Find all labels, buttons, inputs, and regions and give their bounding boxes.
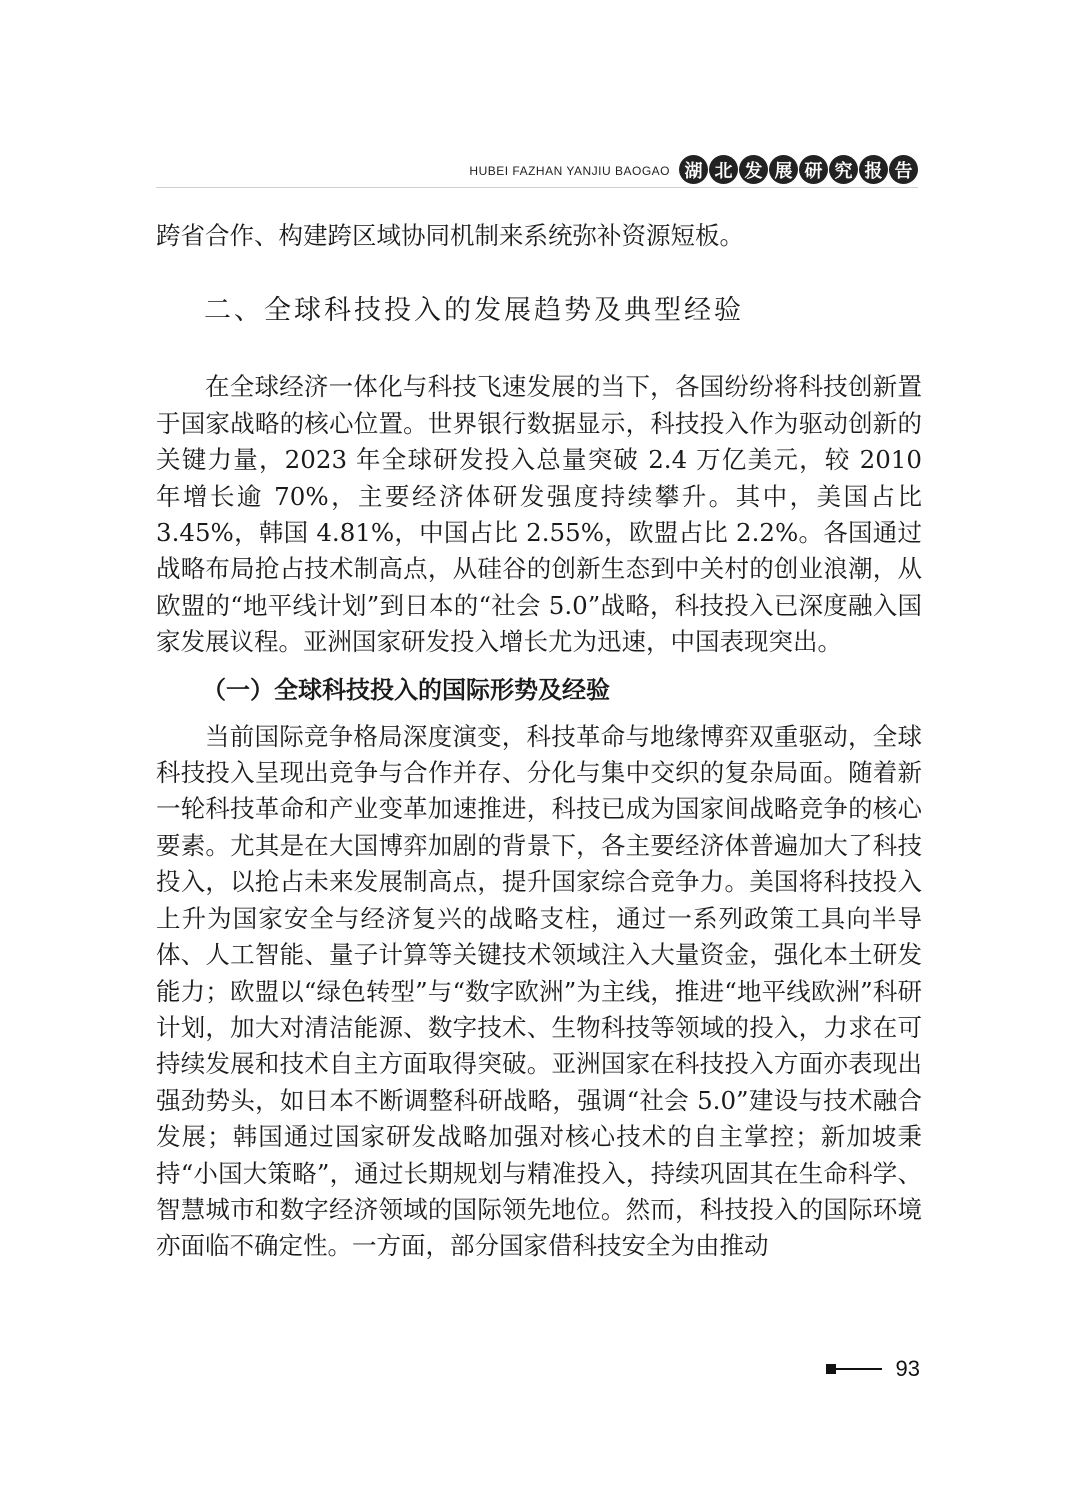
- header-title-char: 报: [859, 155, 888, 184]
- header-title-char: 告: [889, 155, 918, 184]
- header-title-char: 究: [829, 155, 858, 184]
- subsection-heading: （一）全球科技投入的国际形势及经验: [202, 675, 610, 704]
- section-heading: 二、全球科技投入的发展趋势及典型经验: [204, 295, 744, 327]
- body-paragraph-1: 在全球经济一体化与科技飞速发展的当下，各国纷纷将科技创新置于国家战略的核心位置。世界银行数据显示，科技投入作为驱动创新的关键力量，2023 年全球研发投入总量突破 2.4 万亿美元，较 2010 年增长逾 70%，主要经济体研发强度持续攀升。其中，美国占比 3.45%，韩国 4.81%，中国占比 2.55%，欧盟占比 2.2%。各国通过战略布局抢占技术制高点，从硅谷的创新生态到中关村的创业浪潮，从欧盟的“地平线计划”到日本的“社会 5.0”战略，科技投入已深度融入国家发展议程。亚洲国家研发投入增长尤为迅速，中国表现突出。: [156, 372, 922, 657]
- header-title-char: 研: [799, 155, 828, 184]
- page-content: [156, 218, 922, 1265]
- continuation-paragraph: 跨省合作、构建跨区域协同机制来系统弥补资源短板。: [156, 221, 744, 250]
- header-title-char: 北: [709, 155, 738, 184]
- header-title-char: 湖: [679, 155, 708, 184]
- page-footer: [826, 1356, 920, 1382]
- page-number: 93: [895, 1356, 920, 1381]
- header-title-char: 展: [769, 155, 798, 184]
- header-title-char: 发: [739, 155, 768, 184]
- body-paragraph-2: 当前国际竞争格局深度演变，科技革命与地缘博弈双重驱动，全球科技投入呈现出竞争与合作并存、分化与集中交织的复杂局面。随着新一轮科技革命和产业变革加速推进，科技已成为国家间战略竞争的核心要素。尤其是在大国博弈加剧的背景下，各主要经济体普遍加大了科技投入，以抢占未来发展制高点，提升国家综合竞争力。美国将科技投入上升为国家安全与经济复兴的战略支柱，通过一系列政策工具向半导体、人工智能、量子计算等关键技术领域注入大量资金，强化本土研发能力；欧盟以“绿色转型”与“数字欧洲”为主线，推进“地平线欧洲”科研计划，加大对清洁能源、数字技术、生物科技等领域的投入，力求在可持续发展和技术自主方面取得突破。亚洲国家在科技投入方面亦表现出强劲势头，如日本不断调整科研战略，强调“社会 5.0”建设与技术融合发展；韩国通过国家研发战略加强对核心技术的自主掌控；新加坡秉持“小国大策略”，通过长期规划与精准投入，持续巩固其在生命科学、智慧城市和数字经济领域的国际领先地位。然而，科技投入的国际环境亦面临不确定性。一方面，部分国家借科技安全为由推动: [156, 721, 922, 1261]
- footer-rule: [836, 1368, 882, 1370]
- footer-square-mark: [826, 1364, 836, 1374]
- header-latin-title: HUBEI FAZHAN YANJIU BAOGAO: [469, 164, 670, 178]
- header-journal-title: [678, 155, 918, 184]
- running-header: [156, 150, 918, 188]
